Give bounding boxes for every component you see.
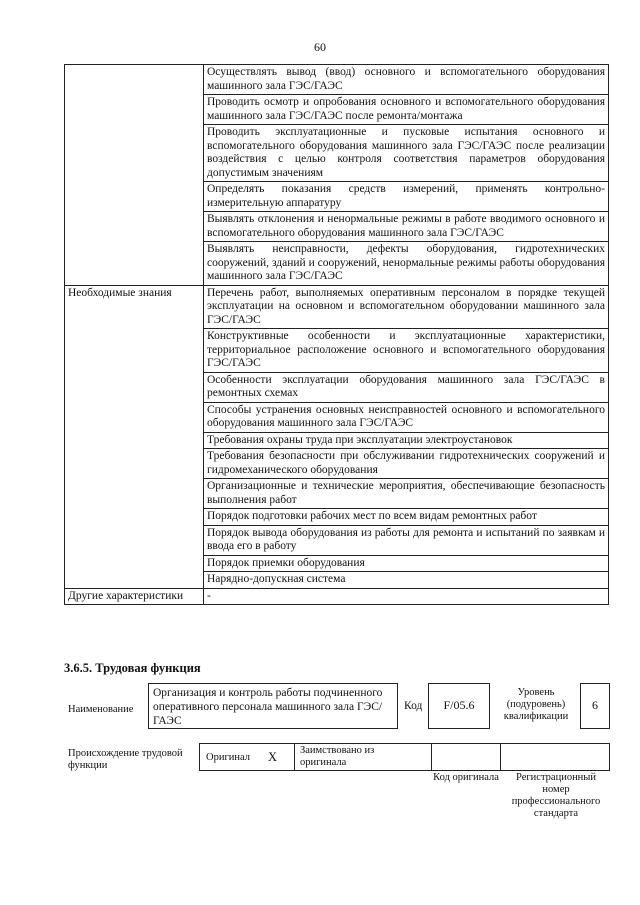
code-label: Код bbox=[404, 700, 423, 712]
code-value: F/05.6 bbox=[443, 698, 475, 712]
row-item: Порядок приемки оборудования bbox=[204, 555, 609, 572]
table-row bbox=[65, 65, 609, 95]
row-item: - bbox=[204, 588, 609, 605]
skills-knowledge-table bbox=[64, 64, 609, 605]
row-label: Другие характеристики bbox=[65, 588, 204, 605]
row-item: Порядок вывода оборудования из работы для ремонта и испытаний по заявкам и ввода его в работу bbox=[204, 525, 609, 555]
row-item: Определять показания средств измерений, применять контрольно-измерительную аппаратуру bbox=[204, 182, 609, 212]
code-value-box bbox=[428, 683, 490, 729]
original-cell bbox=[199, 743, 295, 771]
level-label: Уровень (подуровень) квалификации bbox=[503, 687, 569, 722]
row-label bbox=[65, 65, 204, 286]
row-item: Проводить осмотр и опробования основного и вспомогательного оборудования машинного зала ГЭС/ГАЭС после ремонта/монтажа bbox=[204, 95, 609, 125]
original-mark: X bbox=[268, 750, 278, 764]
name-value: Организация и контроль работы подчиненного оперативного персонала машинного зала ГЭС/ГАЭС bbox=[153, 687, 383, 727]
section-title: 3.6.5. Трудовая функция bbox=[64, 661, 201, 675]
row-item: Порядок подготовки рабочих мест по всем видам ремонтных работ bbox=[204, 509, 609, 526]
row-item: Требования безопасности при обслуживании гидротехнических сооружений и гидромеханического оборудования bbox=[204, 449, 609, 479]
row-item: Проводить эксплуатационные и пусковые испытания основного и вспомогательного оборудования машинного зала ГЭС/ГАЭС после реализации воздействия с целью контроля соответствия параметров оборудования допустимым значениям bbox=[204, 125, 609, 182]
original-label: Оригинал bbox=[206, 752, 250, 763]
row-item: Способы устранения основных неисправностей основного и вспомогательного оборудования машинного зала ГЭС/ГАЭС bbox=[204, 402, 609, 432]
row-item: Выявлять неисправности, дефекты оборудования, гидротехнических сооружений, зданий и сооружений, ненормальные режимы работы оборудования машинного зала ГЭС/ГАЭС bbox=[204, 242, 609, 286]
reg-number-label: Регистрационный номер профессионального стандарта bbox=[511, 772, 601, 819]
table-row bbox=[65, 588, 609, 605]
borrowed-label: Заимствовано из оригинала bbox=[300, 745, 375, 768]
row-item: Выявлять отклонения и ненормальные режимы в работе вводимого основного и вспомогательного оборудования машинного зала ГЭС/ГАЭС bbox=[204, 212, 609, 242]
name-value-box bbox=[148, 683, 398, 729]
level-value-box bbox=[580, 683, 610, 729]
origin-label: Происхождение трудовой функции bbox=[68, 748, 183, 771]
code-original-cell bbox=[431, 743, 501, 771]
level-value: 6 bbox=[592, 698, 598, 712]
reg-number-cell bbox=[500, 743, 610, 771]
origin-row bbox=[199, 743, 610, 771]
borrowed-cell bbox=[294, 743, 432, 771]
name-label: Наименование bbox=[68, 704, 134, 715]
row-item: Особенности эксплуатации оборудования машинного зала ГЭС/ГАЭС в ремонтных схемах bbox=[204, 372, 609, 402]
row-item: Перечень работ, выполняемых оперативным персоналом в порядке текущей эксплуатации на основном и вспомогательном оборудовании машинного зала ГЭС/ГАЭС bbox=[204, 285, 609, 329]
row-item: Осуществлять вывод (ввод) основного и вспомогательного оборудования машинного зала ГЭС/ГАЭС bbox=[204, 65, 609, 95]
table-row bbox=[65, 285, 609, 329]
code-original-label: Код оригинала bbox=[433, 772, 499, 783]
row-item: Конструктивные особенности и эксплуатационные характеристики, территориальное расположение основного и вспомогательного оборудования ГЭС/ГАЭС bbox=[204, 329, 609, 373]
page-number: 60 bbox=[314, 40, 326, 54]
row-item: Организационные и технические мероприятия, обеспечивающие безопасность выполнения работ bbox=[204, 479, 609, 509]
row-item: Нарядно-допускная система bbox=[204, 572, 609, 589]
row-label: Необходимые знания bbox=[65, 285, 204, 588]
row-item: Требования охраны труда при эксплуатации электроустановок bbox=[204, 432, 609, 449]
